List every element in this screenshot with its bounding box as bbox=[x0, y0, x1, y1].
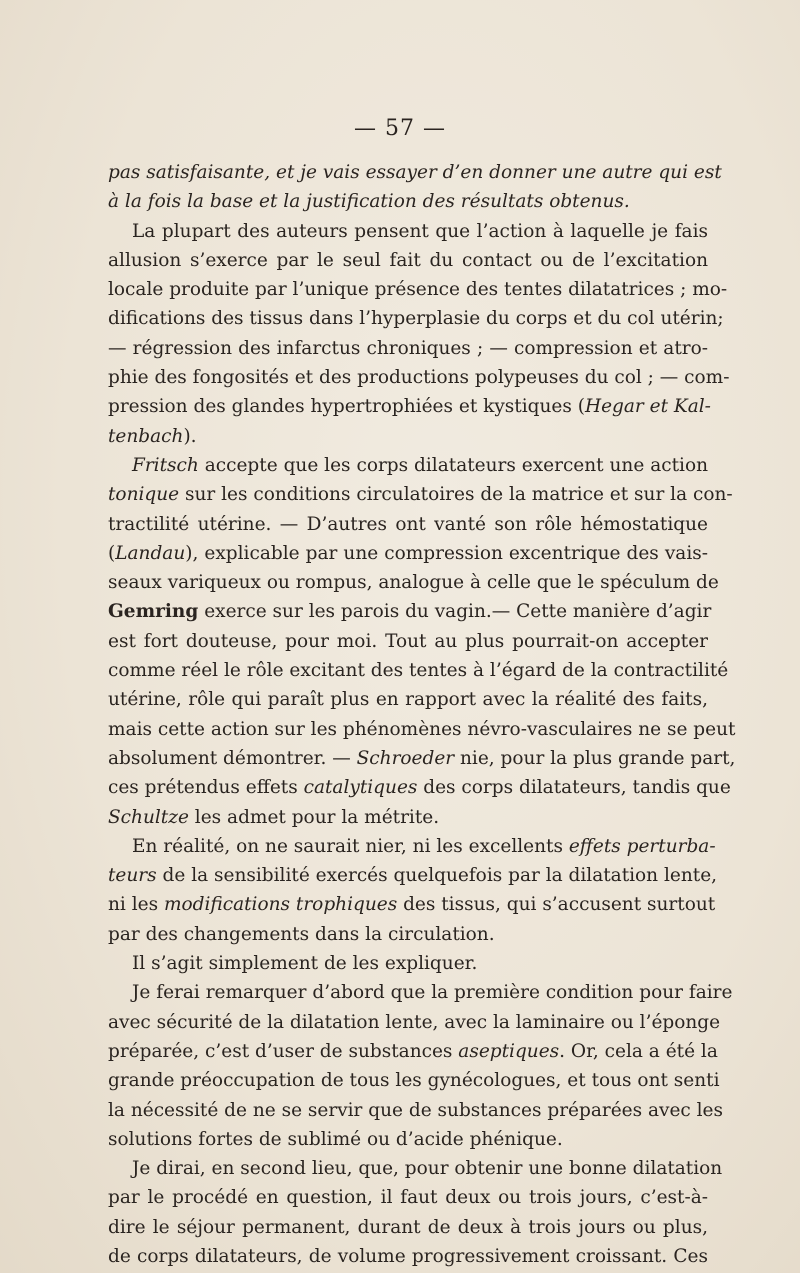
text-line bbox=[108, 685, 708, 714]
text-span: difications des tissus dans l’hyperplasie du corps et du col utérin; bbox=[108, 308, 724, 330]
italic-span: à la fois la base et la justification des résultats obtenus. bbox=[108, 191, 630, 213]
text-span: est fort douteuse, pour moi. Tout au plus pourrait-on accepter bbox=[108, 630, 708, 652]
italic-span: Schroeder bbox=[356, 747, 455, 769]
text-span: ces prétendus effets bbox=[108, 777, 304, 799]
text-line bbox=[108, 363, 730, 392]
text-span: accepte que les corps dilatateurs exercent une action bbox=[198, 454, 708, 476]
text-line bbox=[108, 334, 708, 363]
italic-span: , et je vais essayer d’en donner une autre qui est bbox=[264, 162, 722, 183]
text-line bbox=[108, 1242, 708, 1271]
text-span: nie, pour la plus grande part, bbox=[454, 747, 736, 769]
italic-span: Landau bbox=[115, 542, 186, 564]
italic-span: catalytiques bbox=[303, 777, 418, 799]
text-line bbox=[108, 773, 731, 802]
text-span: ( bbox=[108, 542, 116, 564]
italic-span: Fritsch bbox=[132, 454, 199, 476]
text-span: les admet pour la métrite. bbox=[188, 806, 440, 828]
text-span: . Or, cela a été la bbox=[559, 1040, 718, 1062]
text-line bbox=[108, 568, 719, 597]
text-line bbox=[108, 451, 708, 480]
text-line bbox=[108, 480, 733, 509]
text-line bbox=[108, 920, 708, 949]
text-span: de corps dilatateurs, de volume progressivement croissant. Ces bbox=[108, 1245, 708, 1267]
text-line bbox=[108, 861, 718, 890]
text-span: la nécessité de ne se servir que de substances préparées avec les bbox=[108, 1099, 723, 1121]
text-line bbox=[108, 1008, 721, 1037]
text-line bbox=[108, 978, 733, 1007]
italic-span: Hegar et Kal- bbox=[584, 396, 711, 418]
text-line bbox=[108, 949, 708, 978]
text-span: — régression des infarctus chroniques ; — compression et atro- bbox=[108, 337, 708, 359]
text-line bbox=[108, 1066, 720, 1095]
text-span: comme réel le rôle excitant des tentes à l’égard de la contractilité bbox=[108, 660, 729, 682]
text-span: locale produite par l’unique présence des tentes dilatatrices ; mo- bbox=[108, 279, 728, 301]
text-span: avec sécurité de la dilatation lente, avec la laminaire ou l’éponge bbox=[108, 1011, 721, 1033]
text-span: sur les conditions circulatoires de la matrice et sur la con- bbox=[179, 484, 733, 506]
text-line bbox=[108, 246, 708, 275]
italic-span: modifications trophiques bbox=[163, 894, 398, 916]
text-span: par le procédé en question, il faut deux ou trois jours, c’est-à- bbox=[108, 1187, 708, 1209]
text-line bbox=[108, 539, 708, 568]
text-line bbox=[108, 1096, 723, 1125]
text-span: pression des glandes hypertrophiées et kystiques ( bbox=[108, 396, 585, 418]
italic-span: tenbach bbox=[108, 425, 184, 447]
text-span: préparée, c’est d’user de substances bbox=[108, 1040, 459, 1062]
text-span: absolument démontrer. — bbox=[108, 747, 357, 769]
text-span: des corps dilatateurs, tandis que bbox=[417, 777, 731, 799]
text-line bbox=[108, 304, 724, 333]
text-line bbox=[108, 1183, 708, 1212]
bold-span: Gemring bbox=[108, 601, 199, 623]
text-line bbox=[108, 510, 708, 539]
text-span: de la sensibilité exercés quelquefois par la dilatation lente, bbox=[156, 865, 718, 887]
text-span: grande préoccupation de tous les gynécologues, et tous ont senti bbox=[108, 1070, 720, 1092]
text-span: dire le séjour permanent, durant de deux à trois jours ou plus, bbox=[108, 1216, 708, 1238]
text-span: ni les bbox=[108, 894, 164, 916]
text-line bbox=[108, 1154, 723, 1183]
text-line bbox=[108, 890, 716, 919]
text-span: Je ferai remarquer d’abord que la première condition pour faire bbox=[132, 982, 733, 1004]
text-span: seaux variqueux ou rompus, analogue à celle que le spéculum de bbox=[108, 572, 719, 594]
text-line bbox=[108, 1037, 718, 1066]
text-span: ). bbox=[183, 425, 197, 447]
text-span: En réalité, on ne saurait nier, ni les excellents bbox=[132, 835, 569, 857]
text-span: phie des fongosités et des productions polypeuses du col ; — com- bbox=[108, 367, 730, 389]
italic-span: Schultze bbox=[108, 806, 189, 828]
text-span: utérine, rôle qui paraît plus en rapport avec la réalité des faits, bbox=[108, 689, 708, 711]
text-line bbox=[108, 627, 708, 656]
text-line bbox=[108, 1125, 708, 1154]
text-line bbox=[108, 803, 708, 832]
text-span: solutions fortes de sublimé ou d’acide phénique. bbox=[108, 1128, 563, 1150]
text-line bbox=[108, 597, 712, 626]
italic-span: effets perturba- bbox=[568, 835, 716, 857]
text-line bbox=[108, 422, 708, 451]
text-line bbox=[108, 832, 716, 861]
italic-span: aseptiques bbox=[458, 1040, 560, 1062]
italic-span: pas satisfaisante bbox=[108, 162, 265, 183]
text-line bbox=[108, 656, 729, 685]
italic-span: teurs bbox=[108, 865, 157, 887]
italic-span: tonique bbox=[108, 484, 180, 506]
text-span: allusion s’exerce par le seul fait du contact ou de l’excitation bbox=[108, 249, 708, 271]
text-line bbox=[108, 158, 722, 187]
text-span: Je dirai, en second lieu, que, pour obtenir une bonne dilatation bbox=[132, 1158, 723, 1180]
page-number: — 57 — bbox=[354, 116, 446, 141]
text-line bbox=[108, 275, 728, 304]
text-line bbox=[108, 1213, 708, 1242]
text-line bbox=[108, 392, 711, 421]
body-text bbox=[108, 158, 736, 1271]
text-span: Il s’agit simplement de les expliquer. bbox=[132, 953, 478, 975]
text-span: mais cette action sur les phénomènes névro-vasculaires ne se peut bbox=[108, 718, 736, 740]
text-span: exerce sur les parois du vagin.— Cette manière d’agir bbox=[198, 601, 712, 623]
text-line bbox=[108, 217, 708, 246]
text-span: des tissus, qui s’accusent surtout bbox=[397, 894, 716, 916]
text-span: ), explicable par une compression excentrique des vais- bbox=[185, 542, 708, 564]
text-span: tractilité utérine. — D’autres ont vanté son rôle hémostatique bbox=[108, 513, 708, 535]
text-line bbox=[108, 187, 708, 216]
text-line bbox=[108, 744, 736, 773]
text-span: par des changements dans la circulation. bbox=[108, 923, 495, 945]
text-line bbox=[108, 715, 736, 744]
text-span: La plupart des auteurs pensent que l’action à laquelle je fais bbox=[132, 220, 708, 242]
